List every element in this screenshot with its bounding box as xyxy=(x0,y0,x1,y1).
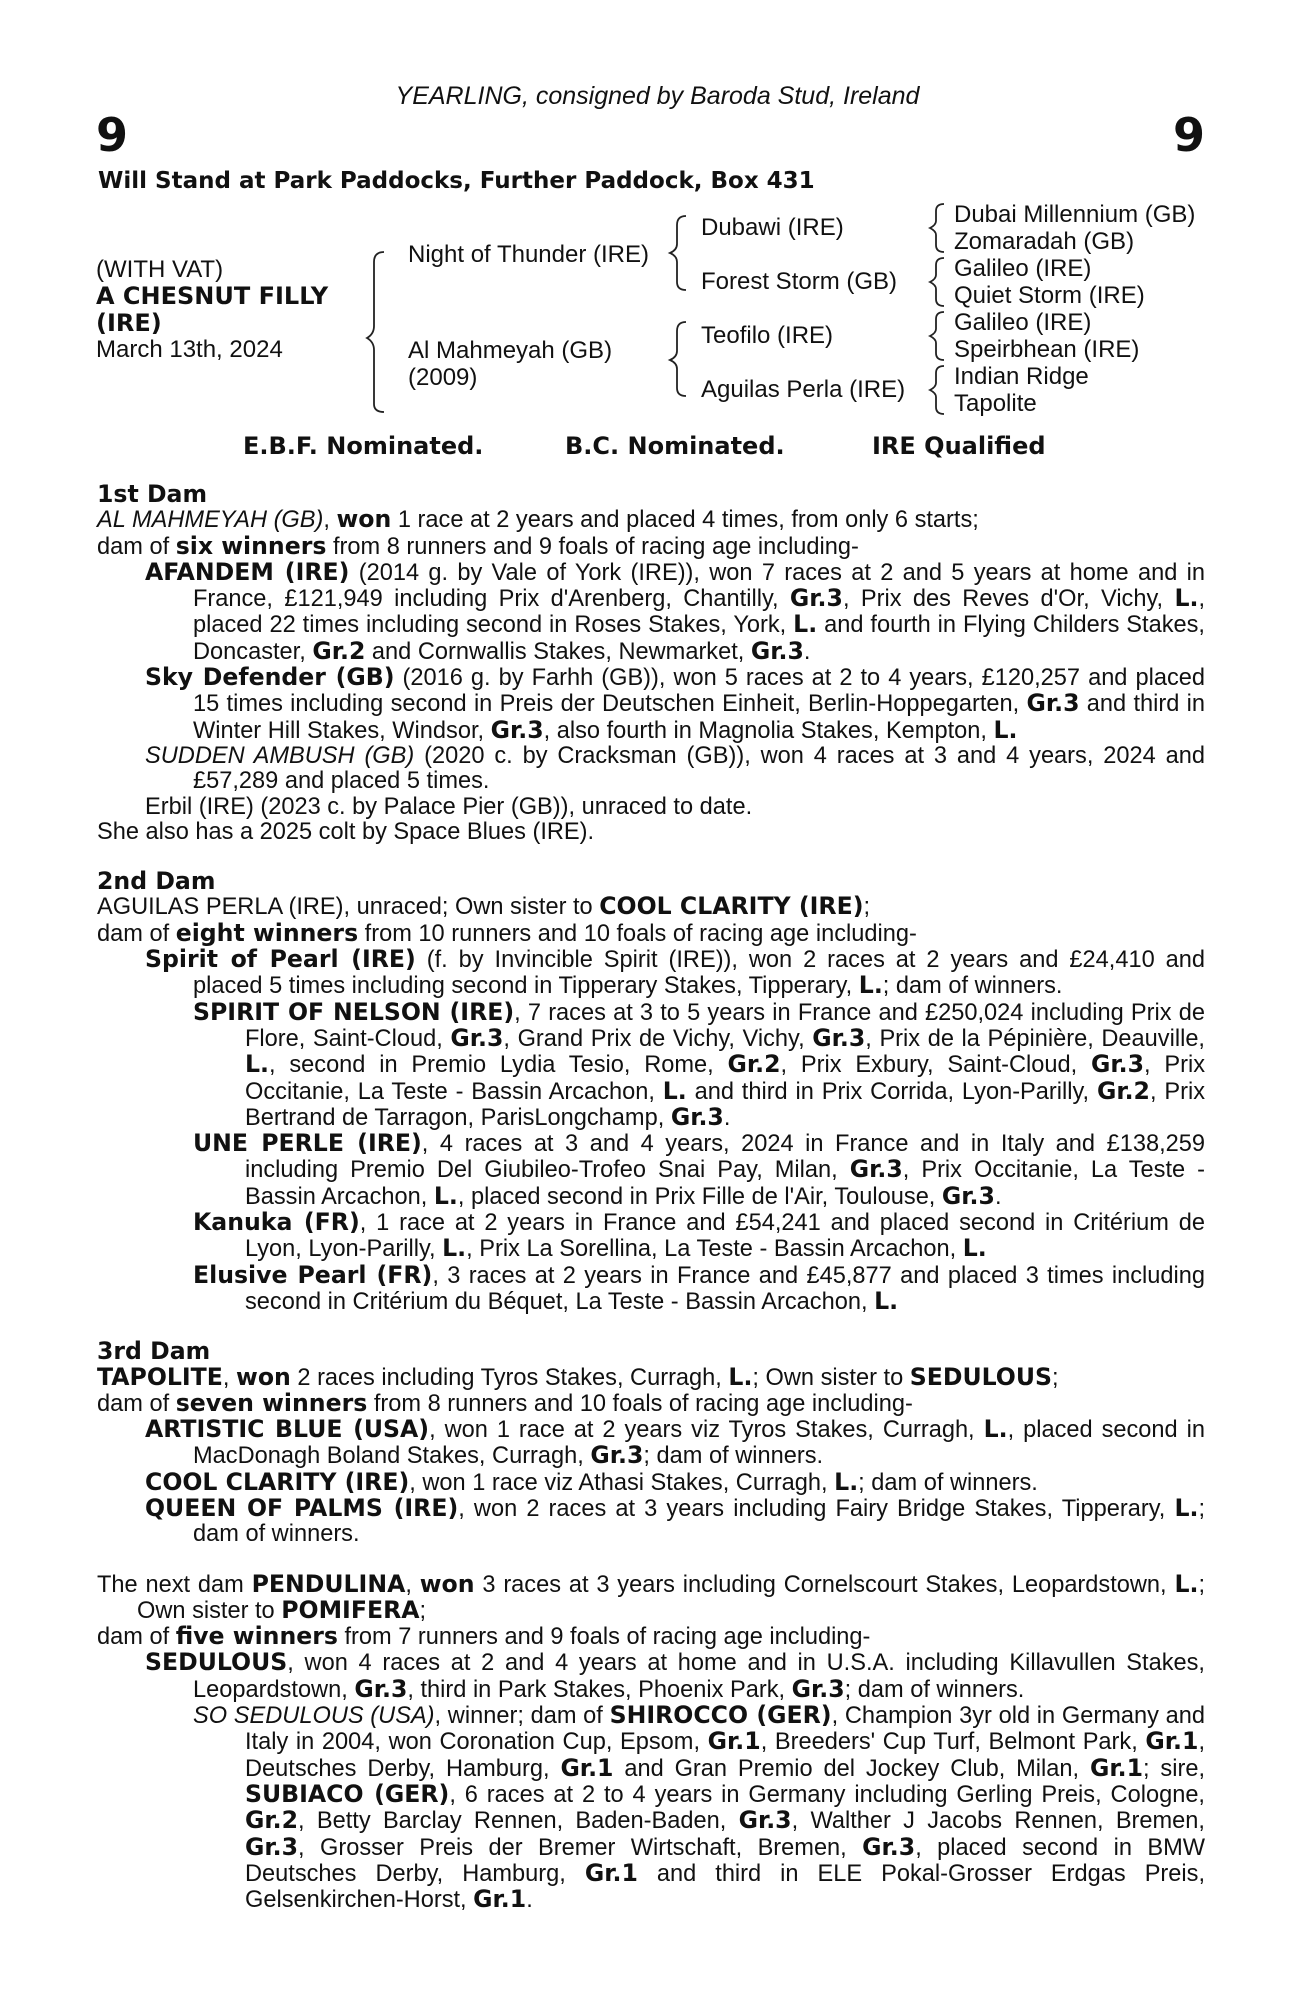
text: , xyxy=(405,1571,420,1598)
first-dam-title: 1st Dam xyxy=(97,480,208,508)
pedigree-g2-1: Dubawi (IRE) xyxy=(701,214,844,241)
text: ; Own sister to xyxy=(137,1571,1205,1624)
horse-name: SUBIACO (GER) xyxy=(245,1779,450,1808)
pedigree-g3-2: Zomaradah (GB) xyxy=(954,228,1135,255)
produce-erbil: Erbil (IRE) (2023 c. by Palace Pier (GB)), unraced to date. xyxy=(145,793,753,820)
listed: L. xyxy=(858,971,883,1000)
pedigree-g2-2: Forest Storm (GB) xyxy=(701,268,898,295)
ebf-nominated: E.B.F. Nominated. xyxy=(243,432,484,460)
horse-name: SEDULOUS xyxy=(909,1362,1053,1391)
grade: Gr.1 xyxy=(473,1885,527,1914)
pedigree-g3-7: Indian Ridge xyxy=(954,363,1089,390)
text: and fourth in Flying Childers Stakes, Doncaster, xyxy=(193,612,1205,665)
text: ; xyxy=(863,894,871,921)
third-dam-produce-summary xyxy=(97,1388,1205,1417)
listed: L. xyxy=(728,1362,753,1391)
text: , Grand Prix de Vichy, Vichy, xyxy=(503,1025,813,1052)
brace-sire xyxy=(670,216,686,290)
listed: L. xyxy=(874,1286,899,1315)
brace-g3-1 xyxy=(930,204,944,252)
text: , second in Premio Lydia Tesio, Rome, xyxy=(269,1052,728,1079)
horse-name: QUEEN OF PALMS (IRE) xyxy=(145,1493,459,1522)
pedigree-g3-8: Tapolite xyxy=(954,390,1037,417)
text: and third in Winter Hill Stakes, Windsor, xyxy=(193,691,1205,744)
text: , won 2 races at 3 years including Fairy Bridge Stakes, Tipperary, xyxy=(458,1495,1175,1522)
text: , 7 races at 3 to 5 years in France and £250,024 including Prix de Flore, Saint-Cloud, xyxy=(245,999,1205,1052)
text: and third in ELE Pokal-Grosser Erdgas Preis, Gelsenkirchen-Horst, xyxy=(245,1860,1206,1914)
listed: L. xyxy=(962,1234,987,1263)
pedigree-g3-3: Galileo (IRE) xyxy=(954,255,1092,282)
text: and Gran Premio del Jockey Club, Milan, xyxy=(613,1755,1090,1782)
text: 3 races at 3 years including Cornelscourt Stakes, Leopardstown, xyxy=(474,1571,1175,1598)
horse-name: SPIRIT OF NELSON (IRE) xyxy=(193,997,515,1026)
text: . xyxy=(803,638,811,665)
first-dam-produce-summary xyxy=(97,531,1205,560)
next-dam-section xyxy=(97,1569,1206,1914)
text: dam of xyxy=(97,533,176,560)
horse-name: Spirit of Pearl (IRE) xyxy=(145,945,416,974)
text: (f. by Invincible Spirit (IRE)), won 2 races at 2 years and £24,410 and placed 5 times including second in Tipperary Stakes, Tipperary, xyxy=(193,947,1206,1000)
text: , Walther J Jacobs Rennen, Bremen, xyxy=(791,1808,1205,1835)
text: , Deutsches Derby, Hamburg, xyxy=(245,1729,1205,1782)
grade: Gr.2 xyxy=(245,1806,299,1835)
brace-dam xyxy=(670,322,686,396)
text: ; dam of winners. xyxy=(858,1469,1038,1496)
text: ; dam of winners. xyxy=(882,973,1063,1000)
text: , 4 races at 3 and 4 years, 2024 in France and in Italy and £138,259 including Premio Del Giubileo-Trofeo Snai Pay, Milan, xyxy=(245,1131,1205,1184)
grade: Gr.3 xyxy=(354,1674,408,1703)
produce-sky-defender xyxy=(97,665,1205,744)
text: , placed second in BMW Deutsches Derby, Hamburg, xyxy=(245,1834,1206,1887)
horse-name: SHIROCCO (GER) xyxy=(609,1701,832,1730)
ire-qualified: IRE Qualified xyxy=(872,432,1046,460)
produce-kanuka xyxy=(97,1210,1205,1263)
grade: Gr.3 xyxy=(750,636,804,665)
listed: L. xyxy=(442,1234,467,1263)
text: AGUILAS PERLA (IRE), unraced; Own sister to xyxy=(97,894,600,921)
horse-name: SUDDEN AMBUSH (GB) xyxy=(145,742,415,769)
third-dam-title: 3rd Dam xyxy=(97,1337,211,1366)
grade: Gr.3 xyxy=(789,584,843,613)
pedigree-g3-1: Dubai Millennium (GB) xyxy=(954,201,1196,228)
next-dam-record xyxy=(97,1569,1205,1625)
text: . xyxy=(723,1104,731,1131)
horse-name: Kanuka (FR) xyxy=(193,1208,360,1237)
grade: Gr.3 xyxy=(791,1674,845,1703)
text: from 10 runners and 10 foals of racing age including- xyxy=(358,920,917,947)
listed: L. xyxy=(983,1415,1008,1444)
text: , Breeders' Cup Turf, Belmont Park, xyxy=(760,1729,1146,1756)
grade: Gr.3 xyxy=(941,1181,995,1210)
text: , 6 races at 2 to 4 years in Germany including Gerling Preis, Cologne, xyxy=(449,1781,1205,1808)
text: , won 4 races at 2 and 4 years at home and in U.S.A. including Killavullen Stakes, Leopardstown, xyxy=(193,1650,1205,1703)
next-dam-produce-summary xyxy=(97,1624,1205,1650)
text: , also fourth in Magnolia Stakes, Kempton, xyxy=(543,717,994,744)
text: , won 1 race viz Athasi Stakes, Curragh, xyxy=(409,1469,835,1496)
text: , Prix de la Pépinière, Deauville, xyxy=(865,1025,1205,1052)
text: . xyxy=(526,1887,533,1914)
text: ; dam of winners. xyxy=(844,1676,1025,1703)
text: , Grosser Preis der Bremer Wirtschaft, Bremen, xyxy=(298,1834,863,1861)
grade: Gr.3 xyxy=(1090,1050,1145,1079)
horse-name: SEDULOUS xyxy=(145,1648,288,1677)
produce-so-sedulous xyxy=(97,1703,1205,1913)
horse-name: A CHESNUT FILLY xyxy=(96,282,329,310)
brace-g3-2 xyxy=(930,258,944,306)
third-dam-record xyxy=(97,1362,1205,1391)
horse-name: ARTISTIC BLUE (USA) xyxy=(145,1415,430,1444)
won-bold: won xyxy=(419,1569,475,1598)
produce-queen-of-palms xyxy=(97,1493,1205,1548)
produce-cool-clarity xyxy=(97,1467,1205,1496)
listed: L. xyxy=(1174,1493,1199,1522)
dam-name: Al Mahmeyah (GB) xyxy=(408,337,613,364)
listed: L. xyxy=(662,1076,687,1105)
horse-name: POMIFERA xyxy=(281,1595,420,1624)
third-dam-section xyxy=(97,1339,1205,1547)
listed: L. xyxy=(433,1181,458,1210)
horse-name-country: (IRE) xyxy=(96,309,162,337)
text: ; xyxy=(1052,1364,1059,1391)
text: . xyxy=(994,1183,1002,1210)
text: , Prix La Sorellina, La Teste - Bassin Arcachon, xyxy=(466,1236,963,1263)
consignment-line: YEARLING, consigned by Baroda Stud, Ireland xyxy=(395,82,920,110)
text: ; dam of winners. xyxy=(193,1495,1205,1548)
text: , Prix Bertrand de Tarragon, ParisLongchamp, xyxy=(245,1078,1206,1131)
stand-location: Will Stand at Park Paddocks, Further Paddock, Box 431 xyxy=(98,168,815,194)
horse-name: UNE PERLE (IRE) xyxy=(193,1129,422,1158)
catalogue-body xyxy=(97,482,1205,1913)
first-dam-record: AL MAHMEYAH (GB), won 1 race at 2 years and placed 4 times, from only 6 starts; xyxy=(97,505,979,534)
lot-number-left: 9 xyxy=(96,108,129,162)
grade: Gr.1 xyxy=(560,1753,614,1782)
grade: Gr.3 xyxy=(245,1832,299,1861)
produce-elusive-pearl xyxy=(97,1260,1206,1316)
brace-g3-3 xyxy=(930,312,944,360)
text: dam of xyxy=(97,1624,176,1651)
produce-sudden-ambush xyxy=(97,744,1205,795)
text: and third in Prix Corrida, Lyon-Parilly, xyxy=(686,1078,1097,1105)
grade: Gr.3 xyxy=(450,1023,504,1052)
sire-name: Night of Thunder (IRE) xyxy=(408,241,649,268)
lot-number-right: 9 xyxy=(1172,108,1205,162)
won-bold: won xyxy=(336,505,392,534)
text: , Prix Exbury, Saint-Cloud, xyxy=(780,1052,1091,1079)
grade: Gr.2 xyxy=(1096,1076,1150,1105)
produce-artistic-blue xyxy=(97,1417,1205,1470)
produce-also: She also has a 2025 colt by Space Blues (IRE). xyxy=(97,818,595,845)
pedigree-g2-3: Teofilo (IRE) xyxy=(701,322,834,349)
grade: Gr.3 xyxy=(738,1806,792,1835)
won-bold: won xyxy=(236,1362,291,1391)
text: 2 races including Tyros Stakes, Curragh, xyxy=(290,1364,729,1391)
first-dam-record-text: 1 race at 2 years and placed 4 times, from only 6 starts; xyxy=(391,507,979,534)
text: (2020 c. by Cracksman (GB)), won 4 races at 3 and 4 years, 2024 and £57,289 and placed 5 times. xyxy=(193,742,1205,795)
listed: L. xyxy=(1174,584,1199,613)
second-dam-title: 2nd Dam xyxy=(97,867,216,896)
text: , placed second in MacDonagh Boland Stakes, Curragh, xyxy=(193,1417,1205,1470)
horse-name: COOL CLARITY (IRE) xyxy=(145,1467,410,1496)
produce-spirit-of-nelson xyxy=(97,997,1206,1131)
foaling-date: March 13th, 2024 xyxy=(96,336,283,363)
text: ; dam of winners. xyxy=(643,1443,824,1470)
grade: Gr.1 xyxy=(1145,1727,1199,1756)
produce-spirit-of-pearl xyxy=(97,947,1205,1000)
text: ; sire, xyxy=(1143,1755,1206,1782)
text: , Prix des Reves d'Or, Vichy, xyxy=(842,586,1175,613)
text: , xyxy=(222,1364,237,1391)
text: (2016 g. by Farhh (GB)), won 5 races at 2 to 4 years, £120,257 and placed 15 times including second in Preis der Deutschen Einheit, Berlin-Hoppegarten, xyxy=(193,665,1205,718)
grade: Gr.2 xyxy=(312,636,366,665)
grade: Gr.3 xyxy=(590,1441,644,1470)
pedigree-g3-4: Quiet Storm (IRE) xyxy=(954,282,1145,309)
produce-sedulous xyxy=(97,1650,1205,1703)
horse-name: Elusive Pearl (FR) xyxy=(193,1260,433,1289)
grade: Gr.3 xyxy=(812,1023,866,1052)
listed: L. xyxy=(1174,1569,1199,1598)
text: dam of xyxy=(97,1390,176,1417)
text: (2014 g. by Vale of York (IRE)), won 7 races at 2 and 5 years at home and in France, £121,949 including Prix d'Arenberg, Chantilly, xyxy=(193,559,1205,613)
second-dam-record xyxy=(97,894,1205,920)
dam-year: (2009) xyxy=(408,364,478,391)
text: , 1 race at 2 years in France and £54,241 and placed second in Critérium de Lyon, Lyon-Parilly, xyxy=(245,1210,1205,1263)
text: , Prix Occitanie, La Teste - Bassin Arcachon, xyxy=(245,1157,1205,1210)
horse-name: Sky Defender (GB) xyxy=(145,663,395,692)
grade: Gr.1 xyxy=(707,1727,761,1756)
horse-name: COOL CLARITY (IRE) xyxy=(599,892,864,921)
grade: Gr.3 xyxy=(1026,689,1080,718)
text: , placed 22 times including second in Roses Stakes, York, xyxy=(193,586,1206,639)
winners-count: six winners xyxy=(175,531,327,560)
text: , 3 races at 2 years in France and £45,877 and placed 3 times including second in Critérium du Béquet, La Teste - Bassin Arcachon, xyxy=(245,1262,1206,1315)
grade: Gr.1 xyxy=(1089,1753,1143,1782)
text: from 8 runners and 9 foals of racing age including- xyxy=(326,533,859,560)
winners-count: five winners xyxy=(175,1622,338,1651)
winners-count: seven winners xyxy=(175,1388,368,1417)
listed: L. xyxy=(993,715,1018,744)
text: , won 1 race at 2 years viz Tyros Stakes, Curragh, xyxy=(429,1417,984,1444)
horse-name: TAPOLITE xyxy=(97,1362,223,1391)
text: from 8 runners and 10 foals of racing age including- xyxy=(367,1390,913,1417)
listed: L. xyxy=(793,610,818,639)
second-dam-section xyxy=(97,869,1205,1315)
text: The next dam xyxy=(97,1571,252,1598)
pedigree-g3-5: Galileo (IRE) xyxy=(954,309,1092,336)
grade: Gr.2 xyxy=(727,1050,781,1079)
second-dam-produce-summary xyxy=(97,918,1205,947)
grade: Gr.1 xyxy=(584,1858,638,1887)
text: from 7 runners and 9 foals of racing age including- xyxy=(337,1624,871,1651)
text: , winner; dam of xyxy=(434,1703,610,1730)
horse-name: PENDULINA xyxy=(251,1569,406,1598)
text: , Champion 3yr old in Germany and Italy in 2004, won Coronation Cup, Epsom, xyxy=(245,1703,1205,1756)
text: , placed second in Prix Fille de l'Air, Toulouse, xyxy=(457,1183,942,1210)
vat-note: (WITH VAT) xyxy=(96,256,224,283)
first-dam-section xyxy=(97,482,1205,845)
text: , Betty Barclay Rennen, Baden-Baden, xyxy=(298,1808,739,1835)
grade: Gr.3 xyxy=(849,1155,903,1184)
text: , Prix Occitanie, La Teste - Bassin Arcachon, xyxy=(245,1052,1205,1105)
grade: Gr.3 xyxy=(670,1102,724,1131)
text: dam of xyxy=(97,920,176,947)
produce-une-perle xyxy=(97,1131,1205,1210)
horse-name: AFANDEM (IRE) xyxy=(145,557,350,586)
grade: Gr.3 xyxy=(862,1832,916,1861)
brace-main xyxy=(367,252,384,412)
listed: L. xyxy=(834,1467,859,1496)
bc-nominated: B.C. Nominated. xyxy=(565,432,785,460)
text: and Cornwallis Stakes, Newmarket, xyxy=(365,638,751,665)
brace-g3-4 xyxy=(930,366,944,414)
grade: Gr.3 xyxy=(490,715,544,744)
pedigree-g3-6: Speirbhean (IRE) xyxy=(954,336,1140,363)
text: ; Own sister to xyxy=(752,1364,910,1391)
horse-name: SO SEDULOUS (USA) xyxy=(193,1703,435,1730)
text: , third in Park Stakes, Phoenix Park, xyxy=(407,1676,792,1703)
dam-name-italic: AL MAHMEYAH (GB) xyxy=(97,507,324,534)
produce-afandem xyxy=(97,557,1206,665)
winners-count: eight winners xyxy=(175,918,359,947)
text: ; xyxy=(419,1597,427,1624)
listed: L. xyxy=(245,1050,269,1079)
pedigree-g2-4: Aguilas Perla (IRE) xyxy=(701,376,906,403)
